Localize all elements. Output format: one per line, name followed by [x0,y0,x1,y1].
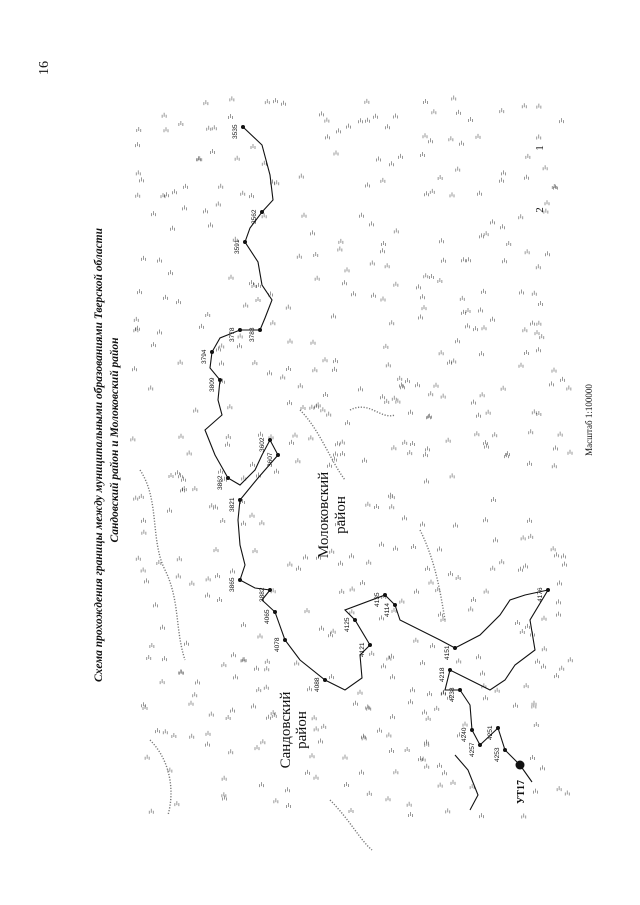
boundary-point-label: 3778 [229,327,236,342]
district-label-sandovsky-2: район [294,711,310,749]
road-dotted [350,407,395,416]
boundary-point-marker [503,748,507,752]
boundary-point-marker [458,688,462,692]
boundary-point-marker [283,638,287,642]
boundary-point-marker [238,498,242,502]
boundary-point-marker [273,610,277,614]
boundary-point-label: 3794 [201,349,208,364]
boundary-point-label: 4151 [444,645,451,660]
boundary-point-marker [478,743,482,747]
boundary-point-label: 3783 [249,327,256,342]
boundary-point-marker [470,728,474,732]
boundary-point-label: 4114 [384,603,391,617]
boundary-point-marker [260,210,264,214]
vegetation-marks [131,96,572,819]
district-label-sandovsky-1: Сандовский [278,691,294,769]
boundary-point-label: 4238 [449,687,456,702]
boundary-point-label: 3562 [251,209,258,224]
start-point-label: УТ17 [516,779,527,805]
boundary-point-label: 4176 [537,587,544,602]
boundary-point-marker [393,603,397,607]
district-label-molokovsky-2: район [333,496,349,534]
road-dotted [330,800,372,850]
boundary-point-marker [210,350,214,354]
boundary-point-marker [546,588,550,592]
boundary-point-marker [353,618,357,622]
map-title-line1: Схема прохождения границы между муниципальными образованиями Тверской области [93,227,105,683]
page-number: 16 [37,61,52,75]
boundary-point-marker [368,643,372,647]
boundary-point-marker [241,125,245,129]
boundary-point-marker [238,328,242,332]
boundary-point-label: 3865 [229,577,236,592]
vegetation-symbols [131,96,572,819]
district-boundary [205,127,548,782]
boundary-point-label: 3535 [232,124,239,139]
boundary-point-label: 4135 [374,592,381,607]
boundary-point-label: 3882 [259,587,266,602]
boundary-points [201,124,550,762]
road-dotted [150,740,171,815]
boundary-point-label: 3862 [217,475,224,490]
boundary-point-label: 3602 [259,437,266,452]
boundary-point-marker [268,588,272,592]
boundary-point-marker [276,453,280,457]
boundary-point-marker [238,578,242,582]
road-dotted [300,410,345,480]
boundary-point-marker [323,678,327,682]
roads [140,407,445,850]
boundary-point-marker [258,328,262,332]
sheet-mark-1: 1 [534,145,546,151]
start-point-marker [516,761,525,770]
boundary-point-marker [383,593,387,597]
boundary-point-marker [268,438,272,442]
boundary-point-label: 3809 [209,377,216,392]
boundary-point-label: 4088 [314,677,321,692]
boundary-point-label: 4065 [264,609,271,624]
boundary-point-marker [226,476,230,480]
boundary-point-label: 3607 [267,452,274,467]
boundary-point-label: 4251 [487,725,494,740]
boundary-point-label: 4218 [439,667,446,682]
sheet-mark-2: 2 [534,207,546,213]
boundary-point-label: 4125 [344,617,351,632]
boundary-point-label: 3821 [229,497,236,512]
boundary-point-label: 4257 [469,742,476,757]
boundary-point-marker [496,726,500,730]
boundary-point-marker [243,240,247,244]
boundary-point-label: 4253 [494,747,501,762]
scale-label: Масштаб 1:100000 [584,384,594,456]
road-dotted [420,530,445,620]
district-label-molokovsky-1: Молоковский [316,471,332,559]
boundary-line [205,127,548,810]
boundary-point-label: 4240 [461,727,468,742]
road-dotted [140,470,185,660]
adjacent-boundary [455,755,478,810]
boundary-point-marker [453,646,457,650]
boundary-point-label: 4121 [359,642,366,657]
boundary-point-marker [218,378,222,382]
boundary-point-label: 4078 [274,637,281,652]
map-title-line2: Сандовский район и Молоковский район [109,337,121,543]
boundary-point-marker [448,668,452,672]
boundary-point-label: 3591 [234,239,241,254]
